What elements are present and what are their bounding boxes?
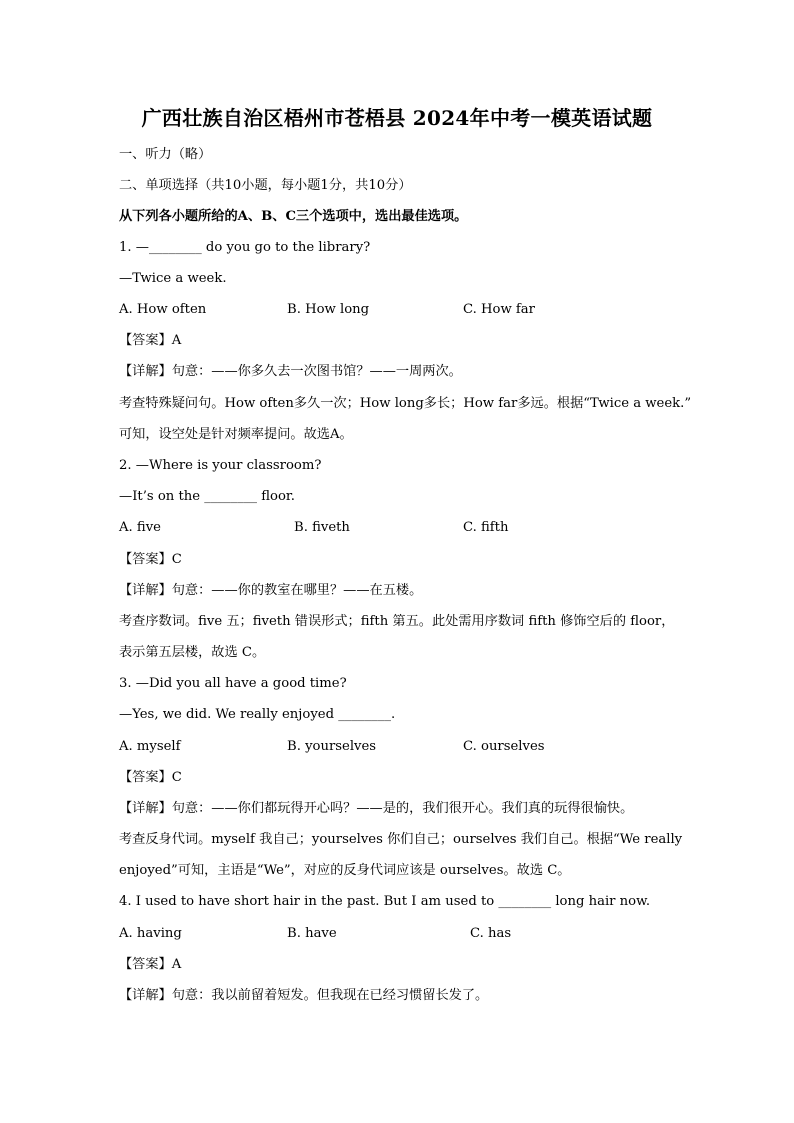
question-1-reply: —Twice a week. xyxy=(119,271,227,286)
question-3-option-b: B. yourselves xyxy=(287,739,377,754)
question-4: 4. I used to have short hair in the past. But I am used to ________ long hair now. xyxy=(119,894,651,909)
question-2-detail-line: 【详解】句意：——你的教室在哪里？——在五楼。 xyxy=(119,583,423,598)
question-3-answer: 【答案】C xyxy=(119,770,182,785)
instruction: 从下列各小题所给的A、B、C三个选项中，选出最佳选项。 xyxy=(119,209,468,224)
question-1-option-c: C. How far xyxy=(463,302,535,317)
section-listening: 一、听力（略） xyxy=(119,147,212,162)
document-title: 广西壮族自治区梧州市苍梧县 2024年中考一模英语试题 xyxy=(141,106,653,130)
question-3-detail-line: 考查反身代词。myself 我自己；yourselves 你们自己；ourselves 我们自己。根据“We really xyxy=(119,832,683,847)
section-single-choice: 二、单项选择（共10小题，每小题1分，共10分） xyxy=(119,178,412,193)
question-2-option-c: C. fifth xyxy=(463,520,509,535)
question-2-answer: 【答案】C xyxy=(119,552,182,567)
question-1-detail-line: 可知，设空处是针对频率提问。故选A。 xyxy=(119,427,353,442)
question-2-option-a: A. five xyxy=(119,520,161,535)
question-4-option-b: B. have xyxy=(287,926,337,941)
question-3: 3. —Did you all have a good time? xyxy=(119,676,347,691)
question-2-detail-line: 表示第五层楼，故选 C。 xyxy=(119,645,266,660)
question-1-detail-line: 【详解】句意：——你多久去一次图书馆？——一周两次。 xyxy=(119,364,462,379)
question-3-detail-line: 【详解】句意：——你们都玩得开心吗？——是的，我们很开心。我们真的玩得很愉快。 xyxy=(119,801,634,816)
question-1-option-a: A. How often xyxy=(119,302,207,317)
question-3-option-c: C. ourselves xyxy=(463,739,545,754)
question-1-detail-line: 考查特殊疑问句。How often多久一次；How long多长；How far多远。根据“Twice a week.” xyxy=(119,396,692,411)
question-2: 2. —Where is your classroom? xyxy=(119,458,322,473)
question-4-detail-line: 【详解】句意：我以前留着短发。但我现在已经习惯留长发了。 xyxy=(119,988,489,1003)
question-2-reply: —It’s on the ________ floor. xyxy=(119,489,295,504)
question-3-detail-line: enjoyed”可知，主语是“We”，对应的反身代词应该是 ourselves。故选 C。 xyxy=(119,863,571,878)
question-4-option-a: A. having xyxy=(119,926,182,941)
question-2-option-b: B. fiveth xyxy=(294,520,350,535)
question-3-option-a: A. myself xyxy=(119,739,181,754)
question-4-answer: 【答案】A xyxy=(119,957,182,972)
question-2-detail-line: 考查序数词。five 五；fiveth 错误形式；fifth 第五。此处需用序数词 fifth 修饰空后的 floor， xyxy=(119,614,675,629)
question-1-option-b: B. How long xyxy=(287,302,370,317)
question-3-reply: —Yes, we did. We really enjoyed ________. xyxy=(119,707,396,722)
question-4-option-c: C. has xyxy=(470,926,512,941)
question-1: 1. —________ do you go to the library? xyxy=(119,240,371,255)
question-1-answer: 【答案】A xyxy=(119,333,182,348)
